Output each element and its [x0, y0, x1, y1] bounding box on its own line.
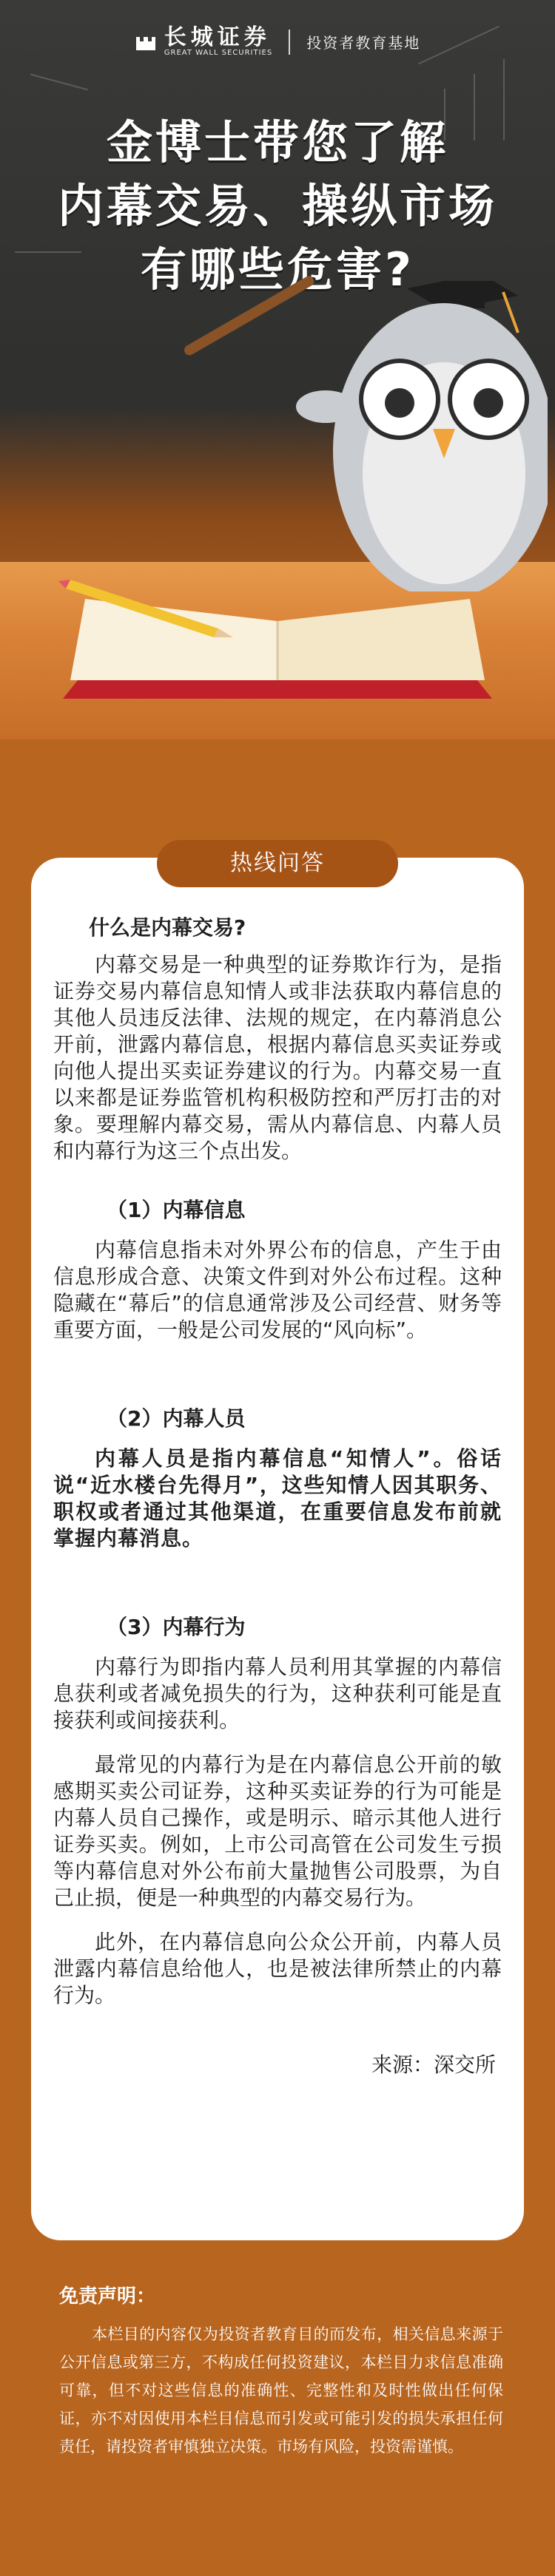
section-1-heading: （1）内幕信息 — [107, 1198, 246, 1222]
section-1-text: 内幕信息指未对外界公布的信息，产生于由信息形成合意、决策文件到对外公布过程。这种隐藏在“幕后”的信息通常涉及公司经营、财务等重要方面，一般是公司发展的“风向标”。 — [53, 1238, 502, 1342]
section-3-heading: （3）内幕行为 — [107, 1615, 246, 1639]
hero-banner — [0, 0, 555, 739]
intro-paragraph: 内幕交易是一种典型的证券欺诈行为，是指证券交易内幕信息知情人或非法获取内幕信息的其他人员违反法律、法规的规定，在内幕消息公开前，泄露内幕信息，根据内幕信息买卖证券或向他人提出买卖证券建议的行为。内幕交易一直以来都是证券监管机构积极防控和严厉打击的对象。要理解内幕交易，需从内幕信息、内幕人员和内幕行为这三个点出发。 — [53, 952, 502, 1163]
brand-english: GREAT WALL SECURITIES — [164, 49, 273, 57]
brand-divider — [289, 30, 290, 55]
title-line-3: 有哪些危害? — [141, 243, 414, 296]
section-3-paragraph-1: 内幕行为即指内幕人员利用其掌握的内幕信息获利或者减免损失的行为，这种获利可能是直接获利或间接获利。 — [53, 1655, 502, 1732]
page-title — [0, 111, 555, 302]
question-heading: 什么是内幕交易? — [89, 915, 246, 940]
brand-name: 长城证券 — [164, 24, 271, 50]
section-2-heading: （2）内幕人员 — [107, 1406, 246, 1431]
title-line-2: 内幕交易、操纵市场 — [57, 179, 497, 233]
section-2-text: 内幕人员是指内幕信息“知情人”。俗话说“近水楼台先得月”，这些知情人因其职务、职权或者通过其他渠道，在重要信息发布前就掌握内幕消息。 — [53, 1446, 502, 1550]
source-credit: 来源：深交所 — [371, 2053, 496, 2077]
title-line-1: 金博士带您了解 — [106, 115, 448, 169]
article-content — [53, 898, 502, 2078]
disclaimer-body: 本栏目的内容仅为投资者教育目的而发布，相关信息来源于公开信息或第三方，不构成任何投资建议，本栏目力求信息准确可靠，但不对这些信息的准确性、完整性和及时性做出任何保证，亦不对因使用本栏目信息而引发或可能引发的损失承担任何责任，请投资者审慎独立决策。市场有风险，投资需谨慎。 — [59, 2325, 503, 2455]
brand-logo — [135, 24, 273, 57]
disclaimer-title: 免责声明： — [59, 2285, 156, 2308]
great-wall-logo-icon — [135, 31, 157, 53]
disclaimer — [59, 2281, 503, 2461]
section-3-paragraph-3: 此外，在内幕信息向公众公开前，内幕人员泄露内幕信息给他人，也是被法律所禁止的内幕行为。 — [53, 1930, 502, 2007]
brand-header — [0, 24, 555, 57]
section-tab: 热线问答 — [157, 840, 398, 887]
brand-subtitle: 投资者教育基地 — [306, 34, 421, 52]
section-3-paragraph-2: 最常见的内幕行为是在内幕信息公开前的敏感期买卖公司证券，这种买卖证券的行为可能是内幕人员自己操作，或是明示、暗示其他人进行证券买卖。例如，上市公司高管在公司发生亏损等内幕信息对外公布前大量抛售公司股票，为自己止损，便是一种典型的内幕交易行为。 — [53, 1752, 502, 1910]
owl-mascot — [296, 281, 548, 592]
